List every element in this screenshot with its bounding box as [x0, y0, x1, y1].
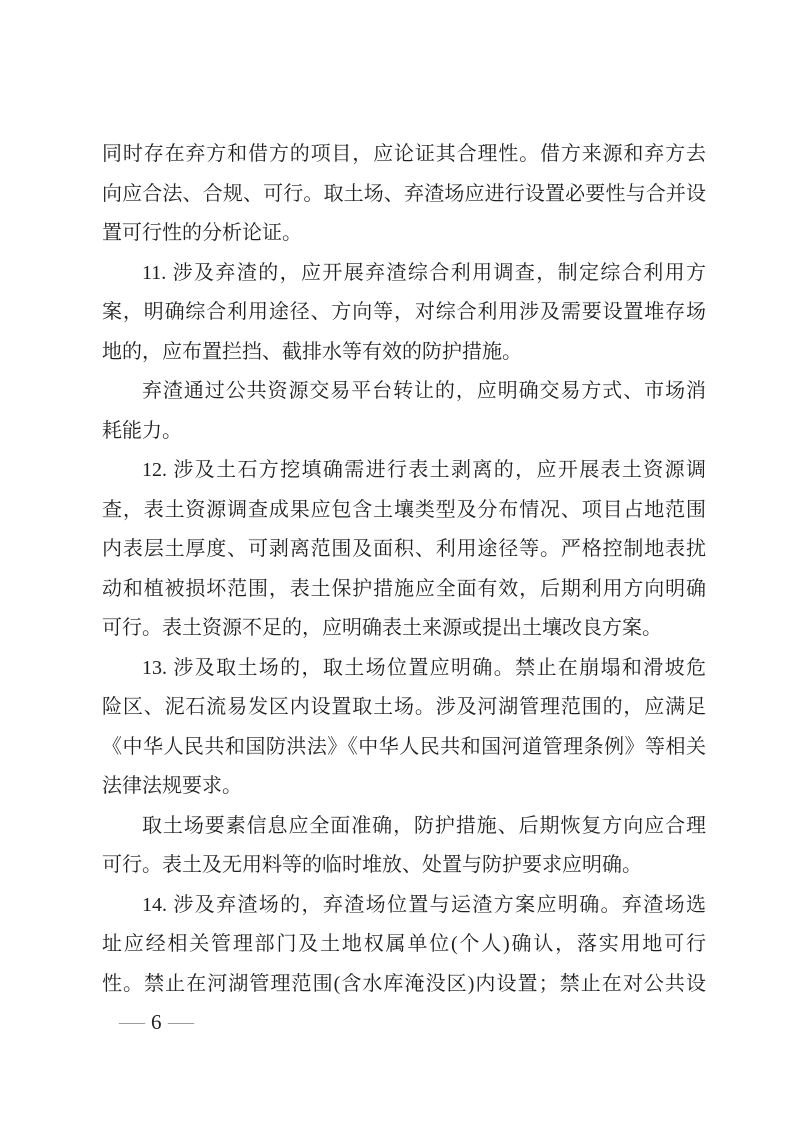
text-line: 置可行性的分析论证。	[102, 222, 302, 244]
text-line: 可行。表土资源不足的，应明确表土来源或提出土壤改良方案。	[102, 617, 662, 639]
text-line: 12. 涉及土石方挖填确需进行表土剥离的，应开展表土资源调	[142, 459, 706, 481]
text-line: 动和植被损坏范围，表土保护措施应全面有效，后期利用方向明确	[102, 577, 706, 600]
footer-dash-left: —	[119, 1011, 145, 1033]
text-line: 案，明确综合利用途径、方向等，对综合利用涉及需要设置堆存场	[102, 301, 706, 323]
text-line: 取土场要素信息应全面准确，防护措施、后期恢复方向应合理	[142, 814, 706, 837]
footer-dash-right: —	[167, 1011, 194, 1033]
text-line: 弃渣通过公共资源交易平台转让的，应明确交易方式、市场消	[142, 380, 706, 402]
text-line: 可行。表土及无用料等的临时堆放、处置与防护要求应明确。	[102, 854, 642, 876]
text-line: 性。禁止在河湖管理范围(含水库淹没区)内设置；禁止在对公共设	[102, 972, 706, 995]
text-line: 14. 涉及弃渣场的，弃渣场位置与运渣方案应明确。弃渣场选	[142, 893, 706, 916]
text-line: 同时存在弃方和借方的项目，应论证其合理性。借方来源和弃方去	[102, 143, 706, 165]
text-line: 《中华人民共和国防洪法》《中华人民共和国河道管理条例》等相关	[102, 735, 706, 758]
text-line: 法律法规要求。	[102, 775, 242, 797]
page-number: 6	[151, 1010, 162, 1034]
document-body	[102, 135, 706, 1004]
text-line: 耗能力。	[102, 419, 182, 442]
text-line: 查，表土资源调查成果应包含土壤类型及分布情况、项目占地范围	[102, 498, 706, 521]
text-line: 址应经相关管理部门及土地权属单位(个人)确认，落实用地可行	[102, 933, 706, 955]
text-line: 13. 涉及取土场的，取土场位置应明确。禁止在崩塌和滑坡危	[142, 656, 706, 679]
text-line: 内表层土厚度、可剥离范围及面积、利用途径等。严格控制地表扰	[102, 538, 706, 560]
text-line: 险区、泥石流易发区内设置取土场。涉及河湖管理范围的，应满足	[102, 696, 706, 718]
page-footer	[119, 1008, 194, 1036]
text-line: 向应合法、合规、可行。取土场、弃渣场应进行设置必要性与合并设	[102, 182, 706, 205]
text-line: 地的，应布置拦挡、截排水等有效的防护措施。	[102, 340, 522, 363]
text-line: 11. 涉及弃渣的，应开展弃渣综合利用调查，制定综合利用方	[142, 261, 706, 284]
